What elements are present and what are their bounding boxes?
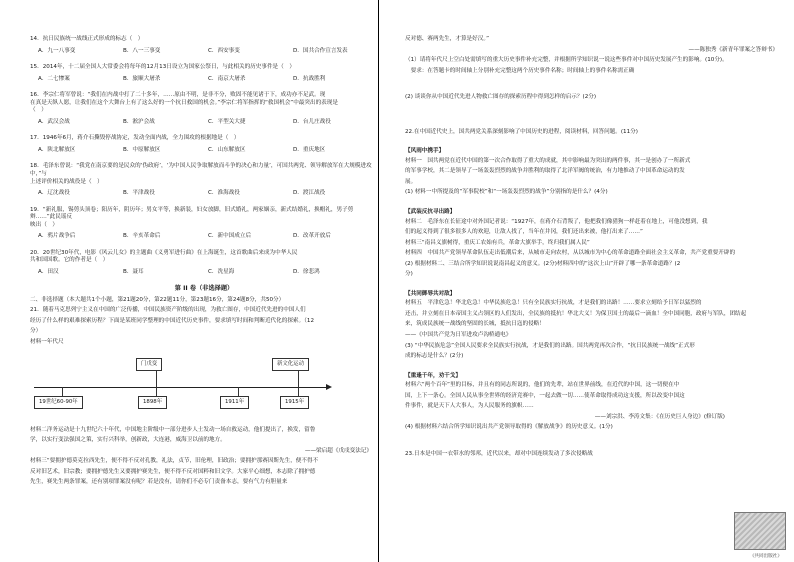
option-c[interactable]: C．山东解放区 (208, 146, 246, 153)
question-20-line-2: 共和国国歌。它的作者是（ ） (30, 257, 109, 264)
option-d[interactable]: D．国共合作宣言发表 (293, 47, 348, 54)
section-c-question-end: 成的标志是什么？(2分) (405, 353, 464, 360)
question-15-options (38, 76, 378, 84)
option-c[interactable]: C．平型关大捷 (208, 118, 246, 125)
section-c-line-1: 材料五 平津危急！华北危急！中华民族危急！只有全民族实行抗战，才是我们的出路！……要求立刻给予日军以猛烈的 (405, 300, 702, 307)
section-a-line-3: 展。 (405, 178, 417, 185)
material-1-label: 材料一年代尺 (30, 339, 64, 346)
part-2-title: 第 II 卷（非选择题） (174, 285, 234, 293)
question-16-line-1: 16．李宗仁将军曾说：“我们在内战中打了二十多年，……原由不明，是非不分，败固不能见诸于下，成功亦不足武。现 (30, 92, 326, 99)
question-19-stem (30, 207, 378, 230)
question-22-heading: 22.在中国近代史上，国共两党关系深刻影响了中国历史的进程，阅读材料，回答问题。(11分) (405, 128, 638, 135)
question-20-line-1: 20．20世纪30年代，电影《风云儿女》的主题曲《义勇军进行曲》在上海诞生，这首歌曲后来成为中华人民 (30, 249, 298, 256)
section-b-line-2: 们的起义得到了很多很多人的欢迎，让敌人找了，当年在井冈，我们还出来被，他打出来了……” (405, 229, 643, 236)
timeline (30, 351, 378, 421)
section-a-line-1: 材料一 国共两党在近代中国的第一次合作取得了重大的成就，其中影响最为突出的两件事，其一是创办了一所新式 (405, 157, 691, 164)
timeline-connector (156, 387, 157, 396)
question-18-line-1: 18．毛泽东曾说：“我党在南京要的是民众的‘伪政府’，‘为中国人民争取解放而斗争的决心和力量’，可国共两党、领导解放军在大规模进攻中，”与 (30, 163, 372, 178)
option-c[interactable]: C．南京大屠杀 (208, 75, 246, 82)
option-d[interactable]: D．改革开放后 (293, 233, 331, 240)
option-d[interactable]: D．徐悲鸿 (293, 268, 320, 275)
section-d-heading: 【重逢千年，劝干戈】 (405, 372, 461, 379)
question-17-stem: 17．1946年6月，蒋介石撕毁停战协定，发动全面内战，全力围攻的根据地是（ ） (30, 135, 240, 142)
section-a-heading: 【风雨中携手】 (405, 148, 445, 155)
material-3-line-2: 反对旧艺术，旧宗教；要拥护德先生又要拥护赛先生，便不得不反对国粹和旧文学。大家平心细想，本志除了拥护德 (30, 468, 316, 475)
option-b[interactable]: B．中原解放区 (123, 146, 161, 153)
material-3-line-3: 先生，赛先生两条罪案，还有别项罪案没有呢？若是没有，请你们不必专门责备本志，要有气力有胆量来 (30, 479, 288, 486)
question-21-line-3: 分） (30, 328, 42, 335)
question-19-line-2: 映出（ ） (30, 221, 58, 228)
section-b-question-end: 分) (405, 271, 413, 278)
section-c-line-3: 来，筑成民族统一战线的坚固的长城，抵抗日寇的侵略！ (405, 321, 545, 328)
section-d-question: (4) 根据材料六结合所学知识说出共产党领导取得的《解放战争》的历史意义。(1分) (405, 424, 613, 431)
section-c-citation: ——《中国共产党为日军进攻卢沟桥通电》 (405, 332, 512, 339)
timeline-year-4: 1915年 (280, 396, 309, 409)
material-2-citation: ——梁启超《戊戌变法记》 (304, 447, 372, 454)
question-16-line-2: 在真是天纵人愿，让我们在这个大舞台上有了这么好的一个抗日救国的机会。”李宗仁将军指挥的“救国机会”中最突出的表现是 (30, 99, 338, 106)
section-d-citation: ——刘宗洪、李涛文集：《在历史巨人身边》(修订版) (594, 413, 725, 420)
option-b[interactable]: B．聂耳 (123, 268, 144, 275)
option-d[interactable]: D．抗战胜利 (293, 75, 326, 82)
question-18-options (38, 190, 378, 198)
section-a-question: (1) 材料一中所提及的“军事院校”和“一场轰轰烈烈的战争”分别指的是什么？(4分) (405, 189, 608, 196)
question-21-line-1: 21．随着马克思列宁主义在中国的广泛传播，中国民族资产阶级的出现，为救亡图存，中国近代先进的中国人们 (30, 307, 306, 314)
section-b-line-4: 材料四 中国共产党领导革命队伍走出低潮后来，从城市走向农村，从以城市为中心的革命道路全面社会主义革命，共产党重要开辟的 (405, 250, 736, 257)
option-c[interactable]: C．西安事变 (208, 47, 240, 54)
option-d[interactable]: D．渡江战役 (293, 190, 326, 197)
timeline-arrow-icon (326, 384, 332, 390)
timeline-connector (62, 387, 63, 396)
question-18-line-2: 上述评价相关的战役是（ ） (30, 178, 103, 185)
question-21-part-1: （1）请将年代尺上空白处需填写的重大历史事件补充完整，并根据所学知识说一说这些事件对中国历史发展产生的影响。(10分)。 (405, 57, 728, 64)
option-a[interactable]: A．陕北解放区 (38, 146, 76, 153)
timeline-connector (298, 387, 299, 396)
section-a-line-2: 的军事学校，其二是领导了一场轰轰烈烈的战争并胜利的取得了北洋军阀的统治，有力地推动了中国革命运动的发 (405, 168, 685, 175)
material-3-citation: ——陈独秀《新青年罪案之答辩书》 (688, 46, 778, 53)
option-a[interactable]: A．田汉 (38, 268, 59, 275)
timeline-year-1: 19世纪60-90年 (34, 396, 83, 409)
question-14-options (38, 48, 378, 56)
timeline-connector (298, 370, 299, 387)
question-23-heading: 23.日本是中国一衣带水的邻邦，近代以来，却对中国连续发动了多次侵略战 (405, 450, 593, 457)
question-17-options (38, 147, 378, 155)
option-b[interactable]: B．旅顺大屠杀 (123, 75, 161, 82)
question-19-line-1: 19．“新礼服，锡剪头顶卷；阳历年，阴历年；男女平等，换新装，妇女放脚，旧式婚礼，两家姻亲，新式结婚礼，换帽礼，男子剪辫……”此民谣反 (30, 206, 354, 221)
question-16-stem (30, 92, 378, 115)
timeline-year-2: 1898年 (138, 396, 167, 409)
timeline-year-3: 1911年 (220, 396, 249, 409)
material-3-continued: 反对德、赛两先生，才算是好汉。” (405, 36, 490, 42)
question-19-options (38, 233, 378, 241)
option-d[interactable]: D．台儿庄战役 (293, 118, 331, 125)
question-14-stem: 14．抗日民族统一战线正式形成的标志（ ） (30, 36, 144, 42)
section-c-line-2: 还击，并立刻在日本帝国主义占领区的人们发出，全民族的抵抗！华北大义！为保卫国土的最后一滴血！全中国同胞，政府与军队，团结起 (405, 310, 747, 317)
question-21-part-2: (2) 谈谈你从中国近代先进人物救亡图存的探索历程中得到怎样的启示？(2分) (405, 94, 597, 101)
question-16-options (38, 119, 378, 127)
question-21-line-2: 经历了什么样的艰难探索历程？下面是某班同学整理的中国近代历史事件，要求填写时间和判断近代化的探索。（12 (30, 317, 315, 324)
section-b-line-1: 材料二 毛泽东在长征途中对外国记者说：“1927年，在蒋介石背叛了，他把我们像猎狗一样赶着在地上，可他没想到，我 (405, 218, 708, 225)
photo-caption: 《共同出版社》 (749, 553, 782, 559)
material-2-line-1: 材料二洋务运动是十九世纪六十年代，中国地主阶级中一部分进步人士发动一场自救运动，他们提出了，换发，留鲁 (30, 426, 316, 433)
question-20-options (38, 269, 378, 277)
section-d-line-3: 件事件，就是天下人大事人，为人民服务的旗帜…… (405, 403, 534, 410)
timeline-event-1: 门戊变 (136, 358, 162, 371)
right-column (378, 0, 794, 562)
question-18-stem (30, 163, 378, 186)
question-21-requirement: 要求：在答题卡的时间轴上分别补充完整这两个历史事件名称；时间轴上的事件名称需正确 (405, 67, 635, 74)
material-3-line-1: 材料三“要拥护德莫克拉西先生，便不得不反对孔教，礼法，贞节，旧伦理，旧政治；要拥护那赛因斯先生，便不得不 (30, 458, 319, 465)
option-b[interactable]: B．八一三事变 (123, 47, 161, 54)
part-2-intro: 二、非选择题（本大题共1个小题，第21题20分，第22题11分，第23题16分，第24题8分，共50分） (30, 296, 285, 303)
question-15-stem: 15．2014年，十二届全国人大常委会将每年的12月13日设立为国家公祭日，与此相关的历史事件是（ ） (30, 64, 295, 71)
option-b[interactable]: B．平津战役 (123, 190, 155, 197)
option-c[interactable]: C．新中国成立后 (208, 233, 252, 240)
section-c-heading: 【共同御辱共对敌】 (405, 290, 456, 297)
timeline-event-2: 新文化运动 (272, 358, 309, 371)
option-a[interactable]: A．辽沈战役 (38, 190, 70, 197)
option-b[interactable]: B．淞沪会战 (123, 118, 155, 125)
option-b[interactable]: B．辛亥革命后 (123, 233, 161, 240)
option-a[interactable]: A．鸦片战争后 (38, 233, 76, 240)
option-a[interactable]: A．九一八事变 (38, 47, 76, 54)
historical-photo (734, 512, 786, 550)
section-d-line-2: 国，上下一条心。全国人民从事全世界的经济竞赛中，一起去做一切……使革命取得成功这支援，所以改变中国这 (405, 392, 685, 399)
left-column (0, 0, 378, 562)
section-d-line-1: 材料六“两个百年”里的目标，并且有的同志所说的，他们的先辈，站在世界前线，在近代的中国，这一切便在中 (405, 382, 680, 389)
option-c[interactable]: C．冼星海 (208, 268, 235, 275)
question-16-line-3: （ ） (30, 107, 47, 114)
question-20-stem (30, 250, 378, 265)
section-c-question: (3) “中华民族危急”全国人民要求全民族实行抗战，才是我们的出路。国共两党再次合作，“抗日民族统一战线”正式形 (405, 342, 695, 349)
option-a[interactable]: A．武汉会战 (38, 118, 70, 125)
section-b-question: (2) 根据材料二、三结合所学知识说说南昌起义的意义。(2分)材料四中的“这次上山”开辟了哪一条革命道路？(2 (405, 260, 681, 267)
option-d[interactable]: D．重庆地区 (293, 146, 326, 153)
timeline-connector (238, 387, 239, 396)
option-a[interactable]: A．二七惨案 (38, 75, 70, 82)
section-b-heading: 【武装反抗寻出路】 (405, 209, 456, 216)
option-c[interactable]: C．淮海战役 (208, 190, 240, 197)
section-b-line-3: 材料三“南昌义旗树得，重庆工农始有兵，革命大旗举手，终归我们属人民” (405, 239, 590, 246)
timeline-axis (34, 387, 328, 388)
timeline-connector (156, 370, 157, 387)
material-2-line-2: 学，以实行变法强国之策，实行兴科举，创新政，大连港，威海卫以前的地方。 (30, 437, 226, 444)
